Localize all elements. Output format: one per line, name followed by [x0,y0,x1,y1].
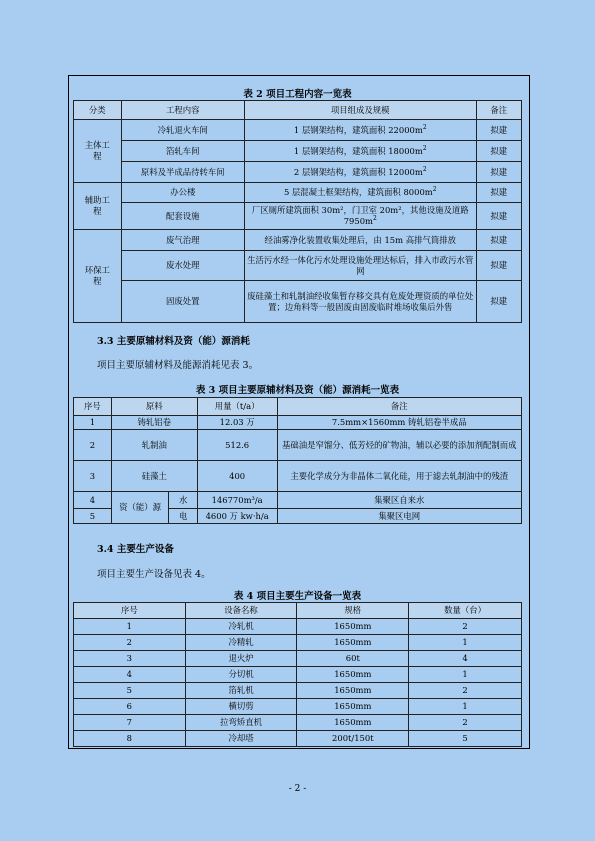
table2-note: 拟建 [476,203,521,230]
table4-spec: 1650mm [297,635,409,651]
table2-header-content: 工程内容 [121,101,244,120]
section-3-4-heading: 3.4 主要生产设备 [97,544,174,555]
table4-qty: 1 [409,699,522,715]
table2-header-category: 分类 [74,101,122,120]
table3-no: 1 [74,416,112,430]
table3-header-no: 序号 [74,398,112,416]
table4-no: 1 [74,619,186,635]
table4-qty: 5 [409,731,522,747]
section-3-3-paragraph: 项目主要原辅材料及能源消耗见表 3。 [97,360,259,371]
table3-no: 4 [74,492,112,509]
table2-caption: 表 2 项目工程内容一览表 [243,89,352,100]
table2-scale: 2 层钢架结构，建筑面积 $12000m^2$ [244,162,476,183]
table4-no: 4 [74,667,186,683]
table4-no: 2 [74,635,186,651]
table3-resource-kind: 水 [169,492,197,509]
table3-amount: 4600 万 kw·h/a [197,509,277,524]
table3-note: 主要化学成分为非晶体二氧化硅，用于滤去轧制油中的残渣 [277,461,521,492]
table3-name: 铸轧铝卷 [111,416,197,430]
table2-content: 原料及半成品待转车间 [121,162,244,183]
table3-header-name: 原料 [111,398,197,416]
table3-amount: 12.03 万 [197,416,277,430]
table3-resource-kind: 电 [169,509,197,524]
table2-scale: 废硅藻土和轧制油经收集暂存移交具有危废处理资质的单位处置；边角料等一般固废由固废临时堆场收集后外售 [244,281,476,323]
table4-qty: 2 [409,683,522,699]
table3-header-amount: 用量（t/a） [197,398,277,416]
table2-category: 环保工程 [74,230,122,323]
table4-name: 拉弯矫直机 [185,715,297,731]
table2-note: 拟建 [476,120,521,141]
table2-note: 拟建 [476,162,521,183]
table2-note: 拟建 [476,230,521,251]
table3-note: 基础油是窄馏分、低芳烃的矿物油，辅以必要的添加剂配制而成 [277,430,521,461]
table2-content: 废水处理 [121,251,244,281]
table4-name: 冷轧机 [185,619,297,635]
table2-header-note: 备注 [476,101,521,120]
table3-amount: 400 [197,461,277,492]
table3-name: 硅藻土 [111,461,197,492]
table4-caption: 表 4 项目主要生产设备一览表 [233,591,362,602]
table4-spec: 1650mm [297,683,409,699]
table3-amount: 146770m³/a [197,492,277,509]
table4-spec: 1650mm [297,667,409,683]
table3-no: 3 [74,461,112,492]
table4-header-name: 设备名称 [185,603,297,619]
table2-scale: 经油雾净化装置收集处理后，由 15m 高排气筒排放 [244,230,476,251]
table2-content: 箔轧车间 [121,141,244,162]
table2-scale: 厂区厕所建筑面积 30m²，门卫室 20m²，其他设施及道路 $7950m^2$ [244,203,476,230]
table4-spec: 200t/150t [297,731,409,747]
table2-category: 主体工程 [74,120,122,183]
table4-spec: 1650mm [297,699,409,715]
table4-name: 冷却塔 [185,731,297,747]
table4-header-spec: 规格 [297,603,409,619]
table2-content: 冷轧退火车间 [121,120,244,141]
table2-content: 固废处置 [121,281,244,323]
table2-scale: 1 层钢架结构，建筑面积 $22000m^2$ [244,120,476,141]
table4-qty: 1 [409,635,522,651]
section-3-3-heading: 3.3 主要原辅材料及资（能）源消耗 [97,336,250,347]
table2-header-scale: 项目组成及规模 [244,101,476,120]
table4-spec: 1650mm [297,619,409,635]
table3-amount: 512.6 [197,430,277,461]
table2-scale: 生活污水经一体化污水处理设施处理达标后，排入市政污水管网 [244,251,476,281]
table4-name: 箔轧机 [185,683,297,699]
table3-caption: 表 3 项目主要原辅材料及资（能）源消耗一览表 [195,385,400,396]
table3-resource-label: 资（能）源 [111,492,169,524]
table4-no: 5 [74,683,186,699]
table2-content: 配套设施 [121,203,244,230]
table3-note: 7.5mm×1560mm 铸轧铝卷半成品 [277,416,521,430]
table3-note: 集聚区电网 [277,509,521,524]
table2-note: 拟建 [476,281,521,323]
table4-qty: 4 [409,651,522,667]
table2-scale: 1 层钢架结构，建筑面积 $18000m^2$ [244,141,476,162]
section-3-4-paragraph: 项目主要生产设备见表 4。 [97,569,211,580]
table2-category: 辅助工程 [74,183,122,230]
table4-header-no: 序号 [74,603,186,619]
table4-name: 分切机 [185,667,297,683]
table4-no: 8 [74,731,186,747]
table3-header-note: 备注 [277,398,521,416]
table4-no: 6 [74,699,186,715]
table4 [73,602,522,747]
table3-name: 轧制油 [111,430,197,461]
table2-note: 拟建 [476,183,521,203]
table4-spec: 1650mm [297,715,409,731]
table3 [73,397,522,524]
table4-name: 冷精轧 [185,635,297,651]
table4-qty: 2 [409,715,522,731]
table4-name: 退火炉 [185,651,297,667]
table4-name: 横切剪 [185,699,297,715]
page-number: - 2 - [288,784,307,794]
table4-qty: 1 [409,667,522,683]
table3-note: 集聚区自来水 [277,492,521,509]
table3-no: 5 [74,509,112,524]
table2-scale: 5 层混凝土框架结构，建筑面积 $8000m^2$ [244,183,476,203]
table4-qty: 2 [409,619,522,635]
table4-spec: 60t [297,651,409,667]
table4-no: 3 [74,651,186,667]
table2-note: 拟建 [476,251,521,281]
table4-header-qty: 数量（台） [409,603,522,619]
table2-content: 办公楼 [121,183,244,203]
table2 [73,100,522,323]
table3-no: 2 [74,430,112,461]
table2-note: 拟建 [476,141,521,162]
table4-no: 7 [74,715,186,731]
table2-content: 废气治理 [121,230,244,251]
